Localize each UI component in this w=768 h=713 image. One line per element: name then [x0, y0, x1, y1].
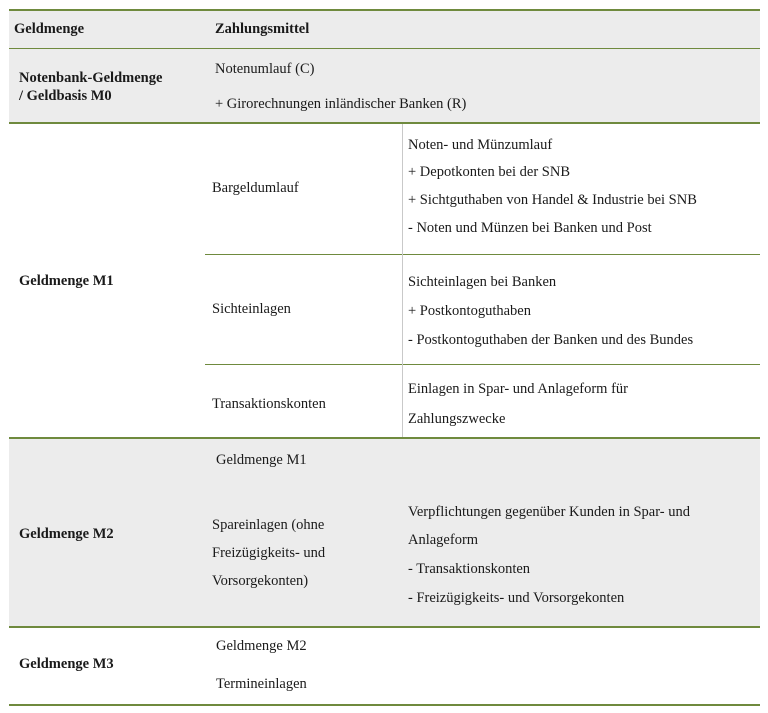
m2-spar-line: - Transaktionskonten — [408, 561, 531, 577]
m2-spar-line: Anlageform — [408, 532, 479, 548]
m3-item-termineinlagen: Termineinlagen — [216, 676, 307, 692]
m1-bargeld-line: Noten- und Münzumlauf — [408, 137, 553, 153]
m1-label: Geldmenge M1 — [19, 273, 114, 289]
m0-item-girorechnungen: + Girorechnungen inländischer Banken (R) — [215, 96, 467, 112]
m3-label: Geldmenge M3 — [19, 656, 114, 672]
m0-label-line2: / Geldbasis M0 — [19, 88, 112, 104]
m1-bargeld-line: - Noten und Münzen bei Banken und Post — [408, 220, 652, 236]
header-geldmenge: Geldmenge — [14, 21, 85, 37]
header-zahlungsmittel: Zahlungsmittel — [215, 21, 310, 37]
bottom-rule — [9, 704, 760, 706]
header-row-bg — [9, 11, 760, 48]
m2-spar-label-line: Spareinlagen (ohne — [212, 517, 325, 533]
m1-trans-line: Einlagen in Spar- und Anlageform für — [408, 381, 628, 397]
m1-trans-label: Transaktionskonten — [212, 396, 326, 412]
m2-label: Geldmenge M2 — [19, 526, 114, 542]
top-rule — [9, 9, 760, 11]
header-rule — [9, 48, 760, 49]
m1-sicht-line: + Postkontoguthaben — [408, 303, 531, 319]
m1-sub-rule-2 — [205, 364, 760, 365]
m1-sicht-line: Sichteinlagen bei Banken — [408, 274, 557, 290]
m2-bottom-rule — [9, 626, 760, 628]
m2-spar-line: - Freizügigkeits- und Vorsorgekonten — [408, 590, 625, 606]
m1-bargeld-label: Bargeldumlauf — [212, 180, 299, 196]
m1-inner-divider — [402, 124, 403, 437]
m0-bottom-rule — [9, 122, 760, 124]
m2-spar-label-line: Freizügigkeits- und — [212, 545, 326, 561]
m1-sicht-label: Sichteinlagen — [212, 301, 291, 317]
m2-spar-line: Verpflichtungen gegenüber Kunden in Spar- und — [408, 504, 690, 520]
m3-row-bg — [9, 628, 760, 704]
m3-item-m2: Geldmenge M2 — [216, 638, 307, 654]
m1-bargeld-line: + Sichtguthaben von Handel & Industrie bei SNB — [408, 192, 697, 208]
m1-row-bg — [9, 124, 760, 438]
m1-sub-rule-1 — [205, 254, 760, 255]
m2-row-bg — [9, 439, 760, 626]
m1-bottom-rule — [9, 437, 760, 439]
m1-bargeld-line: + Depotkonten bei der SNB — [408, 164, 571, 180]
m2-spar-label-line: Vorsorgekonten) — [212, 573, 309, 589]
m0-item-notenumlauf: Notenumlauf (C) — [215, 61, 315, 77]
m0-label-line1: Notenbank-Geldmenge — [19, 70, 163, 86]
money-supply-table — [9, 9, 760, 706]
m1-trans-line: Zahlungszwecke — [408, 411, 506, 427]
m2-item-m1: Geldmenge M1 — [216, 452, 307, 468]
m1-sicht-line: - Postkontoguthaben der Banken und des Bundes — [408, 332, 694, 348]
